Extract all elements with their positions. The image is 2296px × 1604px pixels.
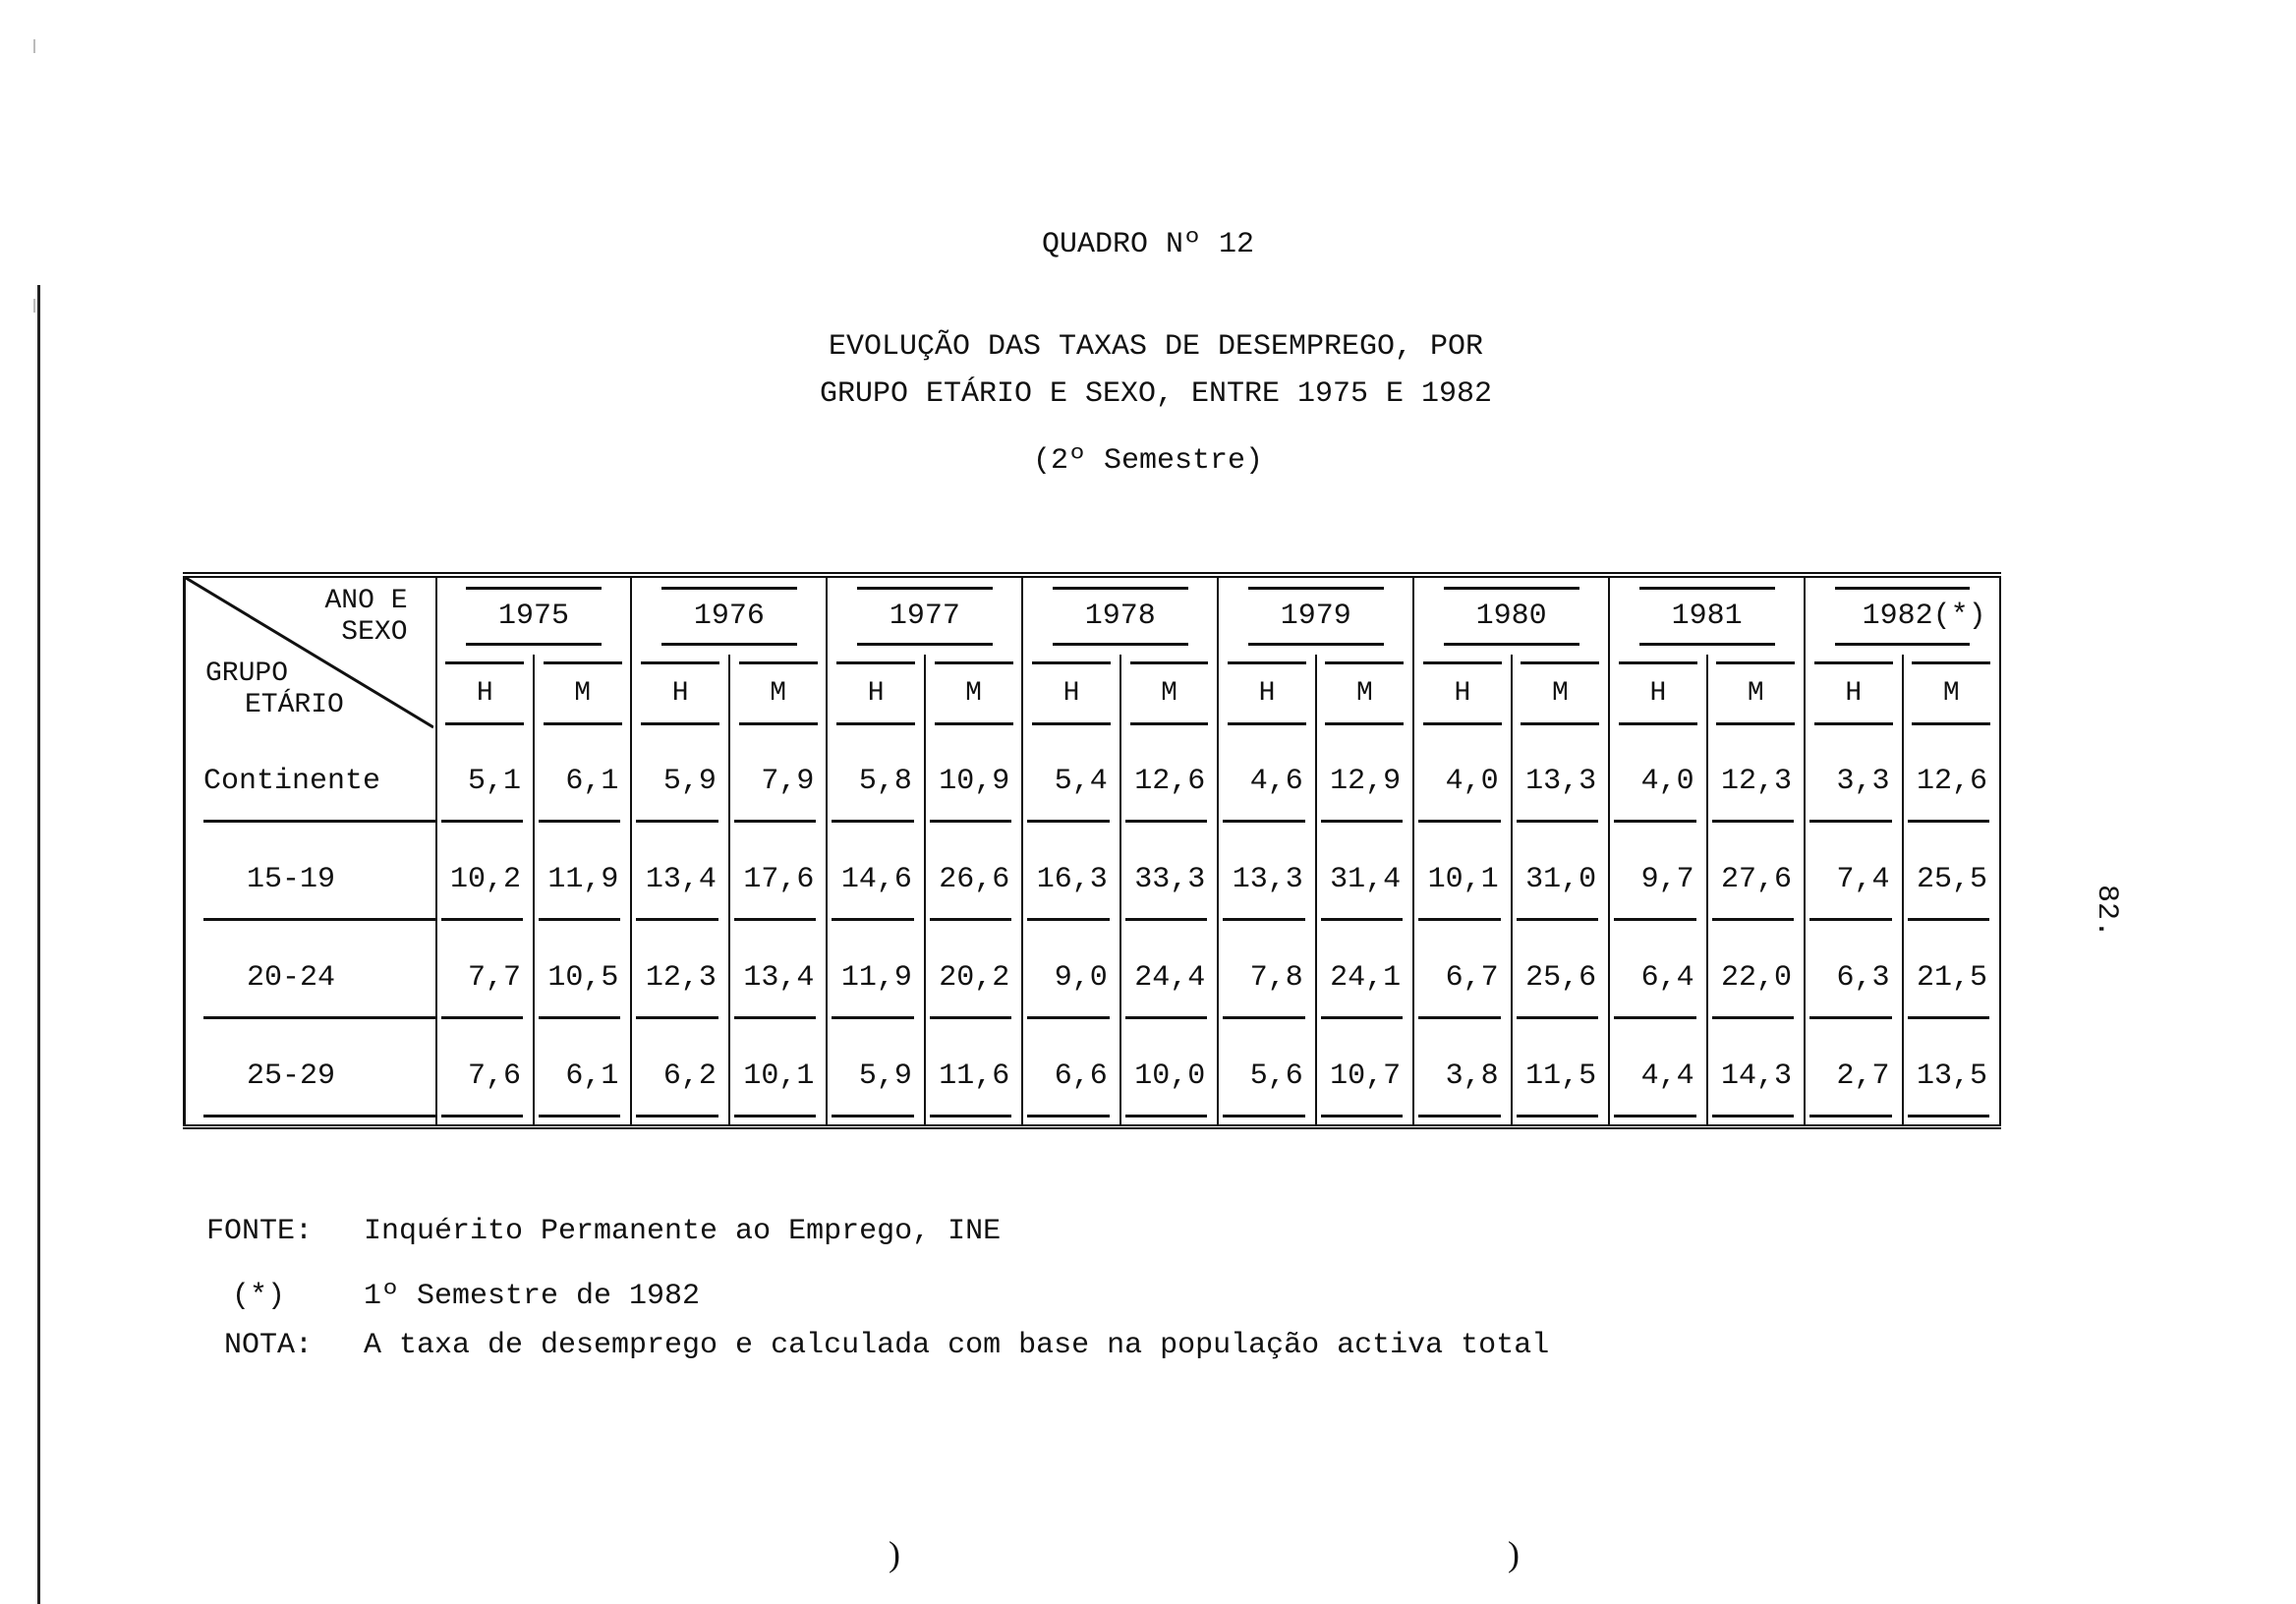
rate-value: 11,6	[930, 1034, 1011, 1117]
rate-value: 5,6	[1223, 1034, 1304, 1117]
corner-age-group-label: GRUPO ETÁRIO	[205, 659, 344, 720]
value-cell	[1609, 731, 1706, 830]
value-cell	[729, 1026, 827, 1127]
margin-tick	[33, 39, 35, 53]
rate-value: 10,1	[1418, 837, 1500, 921]
value-cell	[925, 1026, 1022, 1127]
value-cell	[729, 731, 827, 830]
value-cell	[1316, 928, 1413, 1026]
value-cell	[631, 928, 728, 1026]
value-cell	[1022, 928, 1119, 1026]
rate-value: 7,9	[734, 739, 816, 823]
rate-value: 11,9	[832, 936, 913, 1019]
value-cell	[1218, 1026, 1315, 1127]
value-cell	[1218, 731, 1315, 830]
rate-value: 6,2	[636, 1034, 718, 1117]
nota-text: A taxa de desemprego e calculada com base na população activa total	[364, 1329, 1550, 1362]
value-cell	[827, 731, 924, 830]
rate-value: 10,0	[1125, 1034, 1207, 1117]
sex-header-cell	[1512, 655, 1609, 731]
rate-value: 7,6	[441, 1034, 523, 1117]
year-header-cell	[1413, 575, 1609, 655]
sex-header-cell	[1707, 655, 1805, 731]
unemployment-table	[183, 572, 2001, 1152]
row-label: 20-24	[203, 936, 435, 1019]
year-label: 1979	[1248, 587, 1384, 646]
value-cell	[1707, 830, 1805, 928]
row-label-cell	[185, 731, 436, 830]
row-label: 15-19	[203, 837, 435, 921]
sex-label: H	[445, 661, 524, 725]
rate-value: 3,8	[1418, 1034, 1500, 1117]
value-cell	[729, 928, 827, 1026]
value-cell	[1903, 928, 2000, 1026]
value-cell	[436, 1026, 534, 1127]
value-cell	[925, 830, 1022, 928]
rate-value: 11,5	[1517, 1034, 1598, 1117]
year-label: 1981	[1639, 587, 1775, 646]
rate-value: 6,6	[1027, 1034, 1109, 1117]
value-cell	[1805, 1026, 1902, 1127]
rate-value: 10,1	[734, 1034, 816, 1117]
year-header-cell	[631, 575, 827, 655]
rate-value: 31,4	[1321, 837, 1403, 921]
value-cell	[436, 731, 534, 830]
value-cell	[1707, 731, 1805, 830]
year-header-row	[185, 575, 2001, 655]
sex-label: M	[935, 661, 1013, 725]
rate-value: 16,3	[1027, 837, 1109, 921]
sex-header-row	[185, 655, 2001, 731]
rate-value: 22,0	[1712, 936, 1794, 1019]
rate-value: 6,7	[1418, 936, 1500, 1019]
source-text: Inquérito Permanente ao Emprego, INE	[364, 1215, 1002, 1248]
sex-header-cell	[534, 655, 631, 731]
rate-value: 12,9	[1321, 739, 1403, 823]
rate-value: 5,4	[1027, 739, 1109, 823]
sex-label: H	[1814, 661, 1893, 725]
bottom-mark: )	[889, 1534, 900, 1574]
value-cell	[1218, 928, 1315, 1026]
rate-value: 4,4	[1614, 1034, 1695, 1117]
row-label-cell	[185, 1026, 436, 1127]
sex-header-cell	[1218, 655, 1315, 731]
nota-note	[224, 1329, 1549, 1362]
value-cell	[1413, 731, 1511, 830]
sex-label: M	[544, 661, 622, 725]
value-cell	[1609, 830, 1706, 928]
sex-header-cell	[925, 655, 1022, 731]
row-label-cell	[185, 830, 436, 928]
year-header-cell	[436, 575, 632, 655]
rate-value: 10,2	[441, 837, 523, 921]
rate-value: 12,6	[1908, 739, 1989, 823]
rate-value: 14,6	[832, 837, 913, 921]
value-cell	[925, 928, 1022, 1026]
sex-label: H	[641, 661, 719, 725]
value-cell	[436, 830, 534, 928]
table-number: QUADRO Nº 12	[1041, 228, 1255, 261]
value-cell	[1609, 1026, 1706, 1127]
rate-value: 20,2	[930, 936, 1011, 1019]
year-label: 1982(*)	[1835, 587, 1971, 646]
year-header-cell	[827, 575, 1022, 655]
value-cell	[1022, 731, 1119, 830]
value-cell	[631, 731, 728, 830]
rate-value: 24,4	[1125, 936, 1207, 1019]
value-cell	[1512, 1026, 1609, 1127]
value-cell	[827, 830, 924, 928]
sex-label: H	[1032, 661, 1111, 725]
rate-value: 3,3	[1809, 739, 1891, 823]
rate-value: 7,7	[441, 936, 523, 1019]
rate-value: 27,6	[1712, 837, 1794, 921]
value-cell	[1413, 928, 1511, 1026]
bottom-mark: )	[1508, 1534, 1520, 1574]
sex-header-cell	[1413, 655, 1511, 731]
sex-header-cell	[1903, 655, 2000, 731]
rate-value: 9,7	[1614, 837, 1695, 921]
rate-value: 6,4	[1614, 936, 1695, 1019]
value-cell	[1120, 1026, 1218, 1127]
value-cell	[1707, 1026, 1805, 1127]
nota-label: NOTA:	[224, 1329, 314, 1362]
sex-header-cell	[1022, 655, 1119, 731]
source-label: FONTE:	[206, 1215, 314, 1248]
value-cell	[1413, 830, 1511, 928]
rate-value: 5,9	[636, 739, 718, 823]
rate-value: 12,3	[1712, 739, 1794, 823]
sex-header-cell	[827, 655, 924, 731]
rate-value: 13,3	[1223, 837, 1304, 921]
table-row	[185, 1026, 2001, 1127]
rate-value: 4,0	[1418, 739, 1500, 823]
table-row	[185, 830, 2001, 928]
row-label: 25-29	[203, 1034, 435, 1117]
sex-label: H	[836, 661, 915, 725]
value-cell	[1512, 731, 1609, 830]
rate-value: 26,6	[930, 837, 1011, 921]
value-cell	[534, 928, 631, 1026]
table-row	[185, 928, 2001, 1026]
rate-value: 24,1	[1321, 936, 1403, 1019]
year-label: 1977	[857, 587, 993, 646]
value-cell	[631, 830, 728, 928]
sex-label: M	[1521, 661, 1599, 725]
value-cell	[1512, 928, 1609, 1026]
rate-value: 31,0	[1517, 837, 1598, 921]
sex-label: M	[1130, 661, 1209, 725]
value-cell	[1903, 731, 2000, 830]
rate-value: 7,8	[1223, 936, 1304, 1019]
sex-header-cell	[1805, 655, 1902, 731]
semester-note: (2º Semestre)	[1032, 444, 1264, 478]
value-cell	[1022, 830, 1119, 928]
value-cell	[1316, 731, 1413, 830]
value-cell	[1805, 830, 1902, 928]
sex-label: M	[1325, 661, 1404, 725]
sex-label: M	[739, 661, 818, 725]
rate-value: 25,6	[1517, 936, 1598, 1019]
year-label: 1978	[1053, 587, 1188, 646]
year-label: 1980	[1444, 587, 1579, 646]
value-cell	[436, 928, 534, 1026]
source-note	[206, 1215, 1001, 1248]
margin-tick	[33, 299, 35, 313]
rate-value: 9,0	[1027, 936, 1109, 1019]
rate-value: 14,3	[1712, 1034, 1794, 1117]
value-cell	[631, 1026, 728, 1127]
corner-year-sex-label: ANO E SEXO	[324, 586, 408, 648]
rate-value: 6,1	[539, 739, 620, 823]
value-cell	[1707, 928, 1805, 1026]
rate-value: 13,4	[734, 936, 816, 1019]
page-number: 82.	[2090, 885, 2123, 939]
value-cell	[1316, 1026, 1413, 1127]
rate-value: 6,1	[539, 1034, 620, 1117]
rate-value: 5,8	[832, 739, 913, 823]
title-line-1: EVOLUÇÃO DAS TAXAS DE DESEMPREGO, POR	[828, 330, 1484, 364]
rate-value: 6,3	[1809, 936, 1891, 1019]
sex-header-cell	[436, 655, 534, 731]
left-margin-line	[37, 285, 40, 1604]
sex-header-cell	[1609, 655, 1706, 731]
asterisk-text: 1º Semestre de 1982	[364, 1280, 701, 1313]
rate-value: 13,3	[1517, 739, 1598, 823]
sex-header-cell	[729, 655, 827, 731]
year-header-cell	[1805, 575, 2000, 655]
value-cell	[1316, 830, 1413, 928]
value-cell	[1512, 830, 1609, 928]
value-cell	[1805, 731, 1902, 830]
rate-value: 4,0	[1614, 739, 1695, 823]
rate-value: 2,7	[1809, 1034, 1891, 1117]
rate-value: 5,9	[832, 1034, 913, 1117]
value-cell	[729, 830, 827, 928]
corner-header-cell	[185, 575, 436, 731]
rate-value: 10,7	[1321, 1034, 1403, 1117]
value-cell	[827, 928, 924, 1026]
value-cell	[1120, 830, 1218, 928]
value-cell	[1218, 830, 1315, 928]
value-cell	[1805, 928, 1902, 1026]
title-line-2: GRUPO ETÁRIO E SEXO, ENTRE 1975 E 1982	[819, 377, 1493, 411]
rate-value: 10,5	[539, 936, 620, 1019]
value-cell	[1609, 928, 1706, 1026]
value-cell	[1413, 1026, 1511, 1127]
sex-label: H	[1619, 661, 1697, 725]
year-label: 1975	[466, 587, 602, 646]
value-cell	[534, 1026, 631, 1127]
sex-label: M	[1716, 661, 1795, 725]
asterisk-label: (*)	[232, 1280, 286, 1313]
rate-value: 5,1	[441, 739, 523, 823]
year-header-cell	[1218, 575, 1413, 655]
year-label: 1976	[661, 587, 797, 646]
rate-value: 33,3	[1125, 837, 1207, 921]
sex-label: H	[1423, 661, 1502, 725]
rate-value: 7,4	[1809, 837, 1891, 921]
sex-label: H	[1228, 661, 1306, 725]
rate-value: 10,9	[930, 739, 1011, 823]
rate-value: 4,6	[1223, 739, 1304, 823]
rate-value: 12,6	[1125, 739, 1207, 823]
year-header-cell	[1022, 575, 1218, 655]
value-cell	[534, 731, 631, 830]
row-label-cell	[185, 928, 436, 1026]
sex-header-cell	[631, 655, 728, 731]
value-cell	[534, 830, 631, 928]
rate-value: 25,5	[1908, 837, 1989, 921]
value-cell	[1120, 731, 1218, 830]
sex-header-cell	[1316, 655, 1413, 731]
value-cell	[827, 1026, 924, 1127]
table-row	[185, 731, 2001, 830]
row-label: Continente	[203, 739, 435, 823]
value-cell	[1903, 830, 2000, 928]
value-cell	[1120, 928, 1218, 1026]
sex-header-cell	[1120, 655, 1218, 731]
asterisk-note	[232, 1280, 700, 1313]
year-header-cell	[1609, 575, 1805, 655]
value-cell	[1903, 1026, 2000, 1127]
rate-value: 17,6	[734, 837, 816, 921]
value-cell	[925, 731, 1022, 830]
rate-value: 12,3	[636, 936, 718, 1019]
rate-value: 11,9	[539, 837, 620, 921]
rate-value: 13,4	[636, 837, 718, 921]
value-cell	[1022, 1026, 1119, 1127]
rate-value: 21,5	[1908, 936, 1989, 1019]
sex-label: M	[1912, 661, 1990, 725]
rate-value: 13,5	[1908, 1034, 1989, 1117]
